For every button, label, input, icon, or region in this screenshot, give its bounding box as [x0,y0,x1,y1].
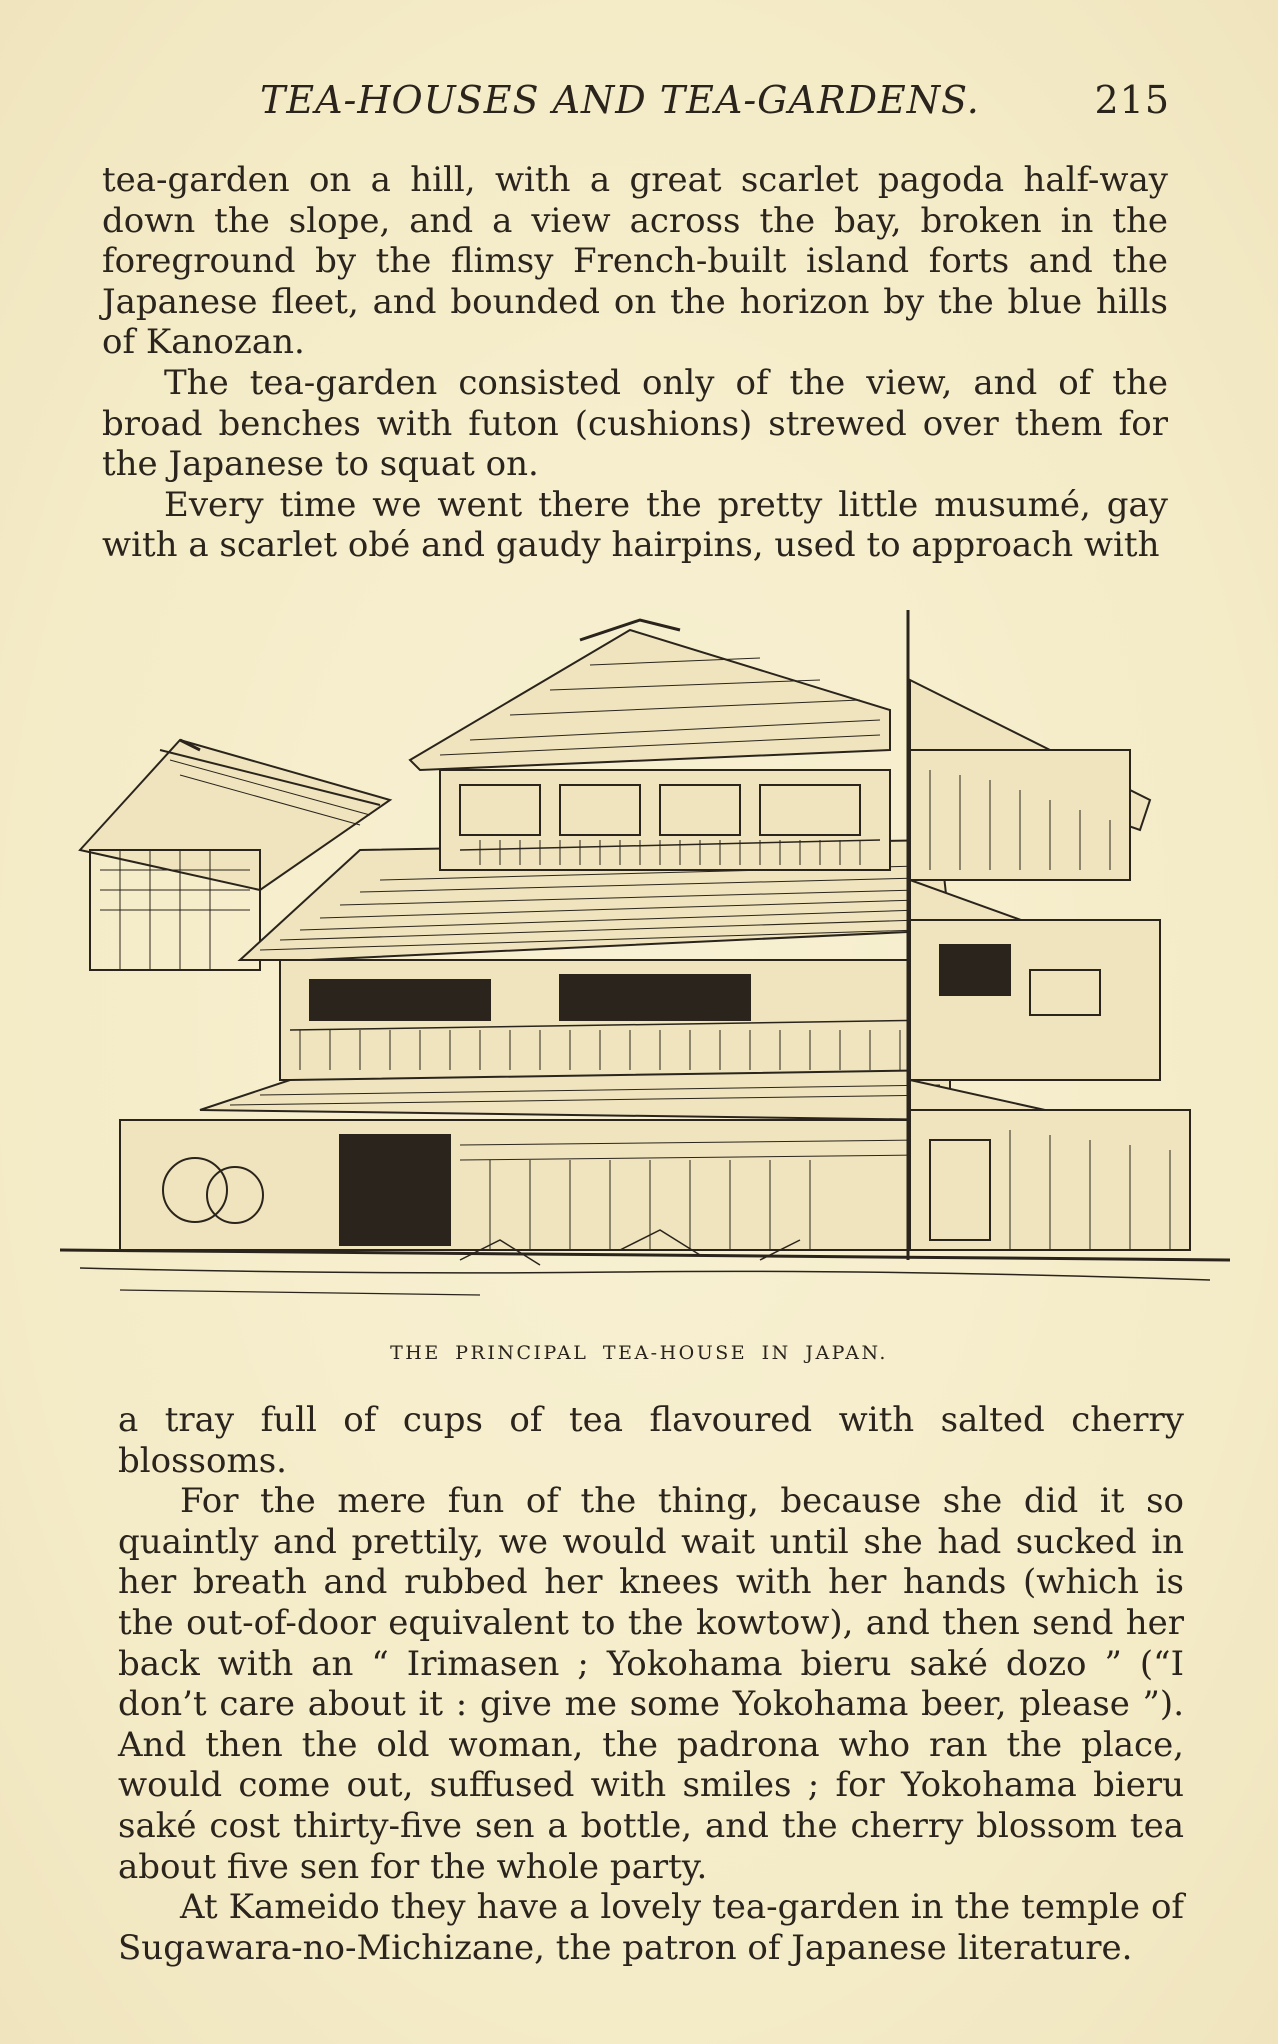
page-number: 215 [1094,78,1170,122]
running-header [260,78,1170,128]
paragraph: The tea-garden consisted only of the view, and of the broad benches with futon (cushions) strewed over them for the Japanese to squat on. [102,362,1168,485]
tea-house-illustration [60,600,1230,1320]
engraving-drawing [60,600,1230,1320]
paragraph-continued: tea-garden on a hill, with a great scarlet pagoda half-way down the slope, and a view across the bay, broken in the foreground by the flimsy French-built island forts and the Japanese fleet, and bounded on the horizon by the blue hills of Kanozan. [102,160,1168,363]
figure-caption: THE PRINCIPAL TEA-HOUSE IN JAPAN. [390,1342,888,1364]
running-title: TEA-HOUSES AND TEA-GARDENS. [260,78,980,122]
paragraph-continued: a tray full of cups of tea flavoured with salted cherry blossoms. [118,1400,1184,1481]
text-block-bottom [118,1400,1184,1968]
paragraph: Every time we went there the pretty little musumé, gay with a scarlet obé and gaudy hairpins, used to approach with [102,484,1168,566]
paragraph: At Kameido they have a lovely tea-garden in the temple of Sugawara-no-Michizane, the patron of Japanese literature. [118,1887,1184,1968]
paragraph: For the mere fun of the thing, because she did it so quaintly and prettily, we would wait until she had sucked in her breath and rubbed her knees with her hands (which is the out-of-door equivalent to the kowtow), and then send her back with an “ Irimasen ; Yokohama bieru saké dozo ” (“I don’t care about it : give me some Yokohama beer, please ”). And then the old woman, the padrona who ran the place, would come out, suffused with smiles ; for Yokohama bieru saké cost thirty-five sen a bottle, and the cherry blossom tea about five sen for the whole party. [118,1481,1184,1887]
text-block-top [102,160,1168,566]
